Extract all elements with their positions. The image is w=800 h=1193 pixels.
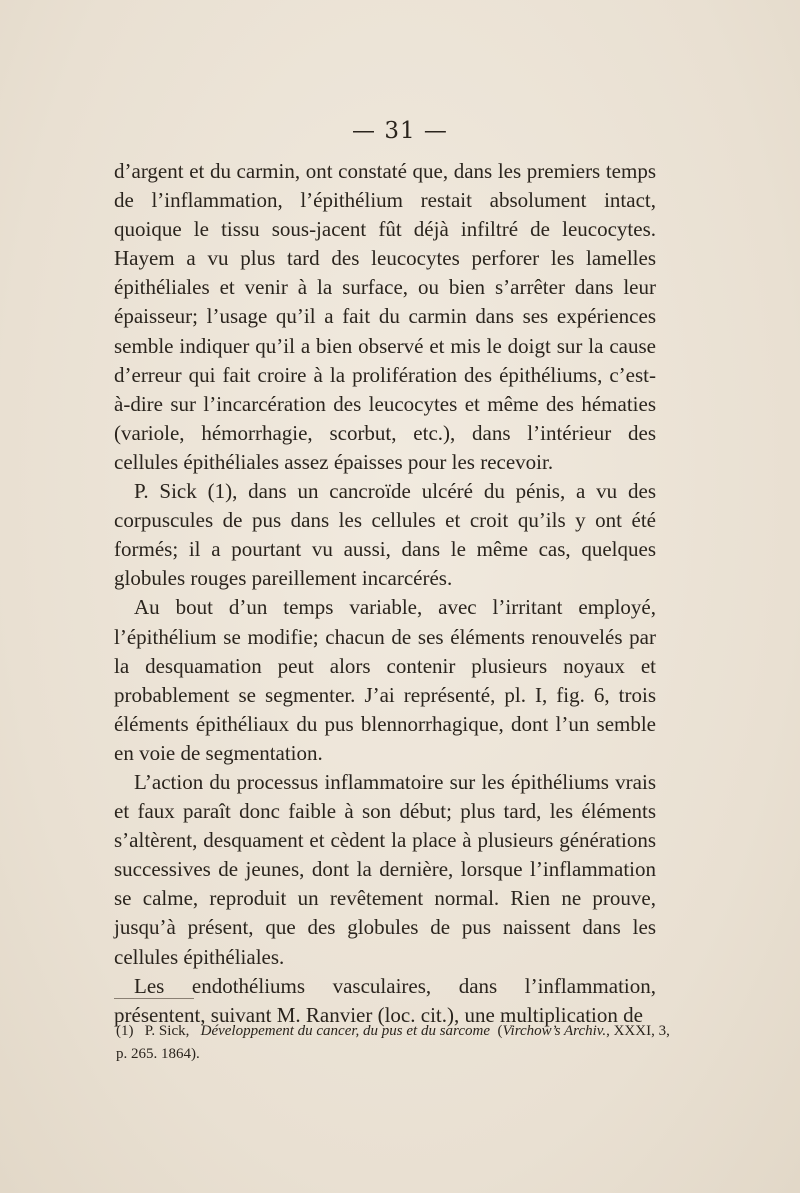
footnote-author: P. Sick, [144,1023,190,1039]
body-text [114,157,656,1030]
footnote-marker: (1) [116,1023,134,1039]
paragraph-2: P. Sick (1), dans un cancroïde ulcéré du pénis, a vu des corpuscules de pus dans les cellules et croit qu’ils y ont été formés; il a pourtant vu aussi, dans le même cas, quelques globules rouges pareillement incarcérés. [114,479,656,591]
footnote-source: Virchow’s Archiv. [502,1023,607,1039]
footnote-title: Développement du cancer, du pus et du sarcome [200,1023,490,1039]
paragraph-5: Les endothéliums vasculaires, dans l’inflammation, présentent, suivant M. Ranvier (loc. cit.), une multiplication de [114,973,656,1027]
paragraph-3: Au bout d’un temps variable, avec l’irritant employé, l’épithélium se modifie; chacun de ses éléments renouvelés par la desquamation peut alors contenir plusieurs noyaux et probablement se segmenter. J’ai représenté, pl. I, fig. 6, trois éléments épithéliaux du pus blennorrhagique, dont l’un semble en voie de segmentation. [114,595,656,765]
page-number: — 31 — [352,118,448,144]
paragraph-4: L’action du processus inflammatoire sur les épithéliums vrais et faux paraît donc faible à son début; plus tard, les éléments s’altèrent, desquament et cèdent la place à plusieurs générations successives de jeunes, dont la dernière, lorsque l’inflammation se calme, reproduit un revêtement normal. Rien ne prouve, jusqu’à présent, que des globules de pus naissent dans les cellules épithéliales. [114,769,656,969]
paragraph-1: d’argent et du carmin, ont constaté que, dans les premiers temps de l’inflammation, l’épithélium restait absolument intact, quoique le tissu sous-jacent fût déjà infiltré de leucocytes. Hayem a vu plus tard des leucocytes perforer les lamelles épithéliales et venir à la surface, ou bien s’arrêter dans leur épaisseur; l’usage qu’il a fait du carmin dans ses expériences semble indiquer qu’il a bien observé et mis le doigt sur la cause d’erreur qui fait croire à la prolifération des épithéliums, c’est-à-dire sur l’incarcération des leucocytes et même des hématies (variole, hémorrhagie, scorbut, etc.), dans l’intérieur des cellules épithéliales assez épaisses pour les recevoir. [114,159,656,474]
footnote-separator [114,998,194,999]
footnote: (1) P. Sick, Développement du cancer, du pus et du sarcome (Virchow’s Archiv., XXXI, 3, p. 265. 1864). [116,1023,674,1062]
footnote-ref: XXXI, 3, p. 265. 1864). [116,1023,674,1062]
